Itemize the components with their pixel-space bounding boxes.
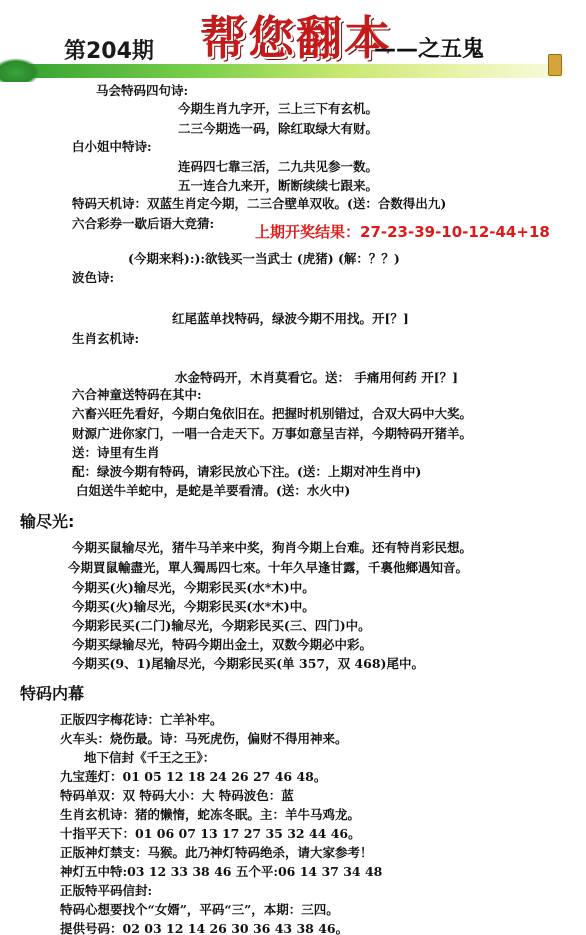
text-line: 特码单双：双 特码大小：大 特码波色：蓝 (60, 788, 294, 803)
text-line: 今期买绿输尽光，特码今期出金土，双数今期必中彩。 (72, 637, 373, 652)
text-line: 白姐送牛羊蛇中，是蛇是羊要看清。(送：水火中) (76, 483, 351, 498)
byline: ——之五鬼 (374, 37, 485, 62)
section-heading: 特码内幕 (20, 684, 85, 703)
text-line: 波色诗: (72, 270, 115, 285)
text-line: 红尾蓝单找特码，绿波今期不用找。开[？] (172, 311, 409, 326)
text-line: 地下信封《千王之王》： (84, 750, 216, 765)
text-line: 今期買鼠輸盡光，單人獨馬四七來。十年久早逢甘露，千裏他鄉遇知音。 (68, 560, 469, 575)
text-line: 白小姐中特诗: (72, 139, 152, 154)
text-line: 六畜兴旺先看好，今期白兔依旧在。把握时机别错过，合双大码中大奖。 (72, 406, 473, 421)
header-banner (0, 0, 586, 88)
text-line: 神灯五中特:03 12 33 38 46 五个平:06 14 37 34 48 (60, 864, 383, 879)
text-line: 今期买(火)输尽光，今期彩民买(水*木)中。 (72, 599, 315, 614)
text-line: 五一连合九来开，断断续续七跟来。 (178, 178, 379, 193)
text-line: 火车头：烧伤最。诗：马死虎伤，偏财不得用神来。 (60, 731, 348, 746)
issue-number: 第204期 (64, 39, 154, 64)
section-heading: 输尽光: (20, 512, 75, 531)
text-line: 马会特码四句诗: (96, 83, 189, 98)
text-line: 生肖玄机诗: (72, 331, 140, 346)
text-line: 今期买鼠输尽光，猪牛马羊来中奖，狗肖今期上台难。还有特肖彩民想。 (72, 540, 473, 555)
leaf-icon (0, 58, 40, 82)
text-line: 配：绿波今期有特码，请彩民放心下注。(送：上期对冲生肖中) (72, 464, 422, 479)
text-line: 六合神童送特码在其中: (72, 387, 202, 402)
text-line: 今期买(火)输尽光，今期彩民买(水*木)中。 (72, 580, 315, 595)
text-line: 正版特平码信封: (60, 883, 153, 898)
text-line: (今期来料):):欲钱买一当武士 (虎猪) (解：？？) (128, 251, 400, 266)
text-line: 正版神灯禁支：马猴。此乃神灯特码绝杀，请大家参考！ (60, 845, 373, 860)
text-line: 二三今期选一码，除红取绿大有财。 (178, 121, 379, 136)
text-line: 今期生肖九字开，三上三下有玄机。 (178, 101, 379, 116)
page-title: 帮您翻本 (200, 11, 392, 65)
text-line: 十指平天下：01 06 07 13 17 27 35 32 44 46。 (60, 826, 361, 841)
text-line: 特码心想要找个“女婿”，平码“三”，本期：三四。 (60, 902, 339, 917)
text-line: 提供号码：02 03 12 14 26 30 36 43 38 46。 (60, 921, 349, 935)
text-line: 特码天机诗：双蓝生肖定今期，二三合壁单双收。(送：合数得出九) (72, 196, 447, 211)
text-line: 连码四七靠三活，二九共见参一数。 (178, 159, 379, 174)
text-line: 今期买(9、1)尾输尽光，今期彩民买(单 357，双 468)尾中。 (72, 656, 424, 671)
text-line: 正版四字梅花诗：亡羊补牢。 (60, 712, 223, 727)
text-line: 生肖玄机诗：猪的懒惰，蛇冻冬眠。主：羊牛马鸡龙。 (60, 807, 361, 822)
text-line: 九宝莲灯：01 05 12 18 24 26 27 46 48。 (60, 769, 327, 784)
last-draw-result: 上期开奖结果：27-23-39-10-12-44+18 (255, 223, 550, 241)
tag-icon (548, 54, 562, 76)
text-line: 财源广进你家门，一唱一合走天下。万事如意呈吉祥，今期特码开猪羊。 (72, 426, 473, 441)
text-line: 六合彩券一歇后语大竞猜: (72, 216, 215, 231)
text-line: 送：诗里有生肖 (72, 445, 160, 460)
text-line: 水金特码开，木肖莫看它。送： 手痛用何药 开[？] (175, 370, 459, 385)
text-line: 今期彩民买(二门)输尽光，今期彩民买(三、四门)中。 (72, 618, 371, 633)
